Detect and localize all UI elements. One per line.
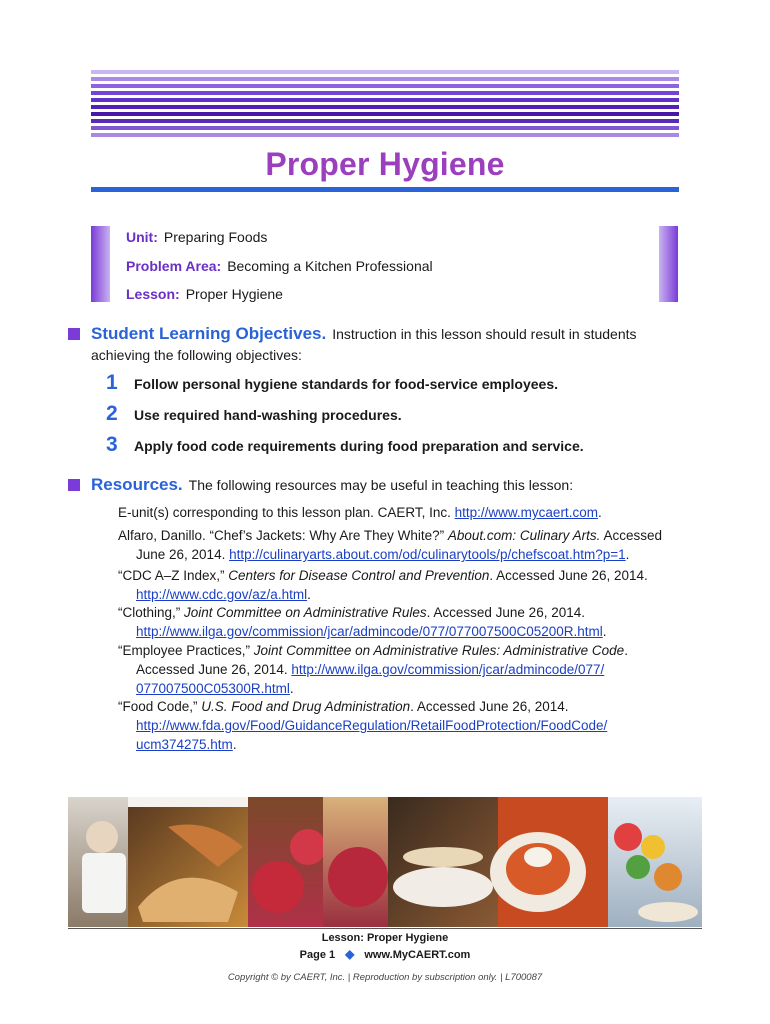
reference-link[interactable]: http://www.ilga.gov/commission/jcar/admincode/077/ 077007500C05300R.html <box>136 662 605 696</box>
reference-3 <box>118 566 676 604</box>
reference-end: . <box>625 547 630 562</box>
reference-link[interactable]: http://culinaryarts.about.com/od/culinarytools/p/chefscoat.htm?p=1 <box>229 547 626 562</box>
reference-accessed: . Accessed June 26, 2014. <box>410 699 569 714</box>
objectives-intro-line2: achieving the following objectives: <box>91 347 302 363</box>
resources-bullet <box>68 479 80 491</box>
footer-site[interactable]: www.MyCAERT.com <box>364 949 471 961</box>
reference-text: “CDC A–Z Index,” <box>118 568 229 583</box>
footer-rule <box>68 928 702 929</box>
reference-link[interactable]: http://www.fda.gov/Food/GuidanceRegulation/RetailFoodProtection/FoodCode/ ucm374275.htm <box>136 718 608 752</box>
food-photo-collage <box>68 797 702 927</box>
reference-link[interactable]: http://www.ilga.gov/commission/jcar/admincode/077/077007500C05200R.html <box>136 624 603 639</box>
reference-4 <box>118 603 676 641</box>
reference-end: . <box>597 505 602 520</box>
reference-link[interactable]: http://www.cdc.gov/az/a.html <box>136 587 308 602</box>
reference-text: “Food Code,” <box>118 699 202 714</box>
reference-source: About.com: Culinary Arts. <box>447 528 601 543</box>
info-bar-right <box>659 226 678 302</box>
reference-text: “Employee Practices,” <box>118 643 254 658</box>
resources-heading: Resources. <box>91 475 183 494</box>
reference-end: . <box>307 587 311 602</box>
reference-source: Joint Committee on Administrative Rules <box>184 605 427 620</box>
objective-number: 2 <box>106 402 118 425</box>
lesson-value: Proper Hygiene <box>185 286 283 302</box>
reference-text: E-unit(s) corresponding to this lesson plan. CAERT, Inc. <box>118 505 455 520</box>
title-rule <box>91 187 679 192</box>
reference-text: “Clothing,” <box>118 605 185 620</box>
unit-label: Unit: <box>126 229 158 245</box>
reference-end: . <box>289 681 294 696</box>
reference-6 <box>118 697 676 754</box>
reference-1 <box>118 503 676 522</box>
objective-text: Apply food code requirements during food preparation and service. <box>134 438 584 454</box>
objectives-heading: Student Learning Objectives. <box>91 324 327 343</box>
lesson-label: Lesson: <box>126 286 180 302</box>
problem-area-label: Problem Area: <box>126 258 222 274</box>
reference-accessed: Accessed June 26, 2014. <box>136 528 662 562</box>
lesson-line <box>126 286 283 302</box>
resources-intro-text: The following resources may be useful in teaching this lesson: <box>188 477 574 493</box>
reference-2 <box>118 526 676 564</box>
reference-accessed: . Accessed June 26, 2014. <box>489 568 648 583</box>
footer-lesson: Lesson: Proper Hygiene <box>321 932 449 944</box>
problem-area-line <box>126 258 433 274</box>
objectives-intro <box>91 324 691 344</box>
objective-number: 3 <box>106 433 118 456</box>
reference-accessed: . Accessed June 26, 2014. <box>426 605 585 620</box>
objective-text: Follow personal hygiene standards for food-service employees. <box>134 376 558 392</box>
reference-text: Alfaro, Danillo. “Chef’s Jackets: Why Are They White?” <box>118 528 448 543</box>
objective-3 <box>106 433 584 457</box>
reference-source: Centers for Disease Control and Prevention <box>228 568 490 583</box>
objectives-bullet <box>68 328 80 340</box>
reference-end: . <box>602 624 607 639</box>
footer-page-line <box>0 947 770 961</box>
reference-end: . <box>232 737 237 752</box>
objectives-intro-line1: Instruction in this lesson should result in students <box>332 326 637 342</box>
resources-intro <box>91 475 691 495</box>
footer-page-number: Page 1 <box>299 949 336 961</box>
unit-line <box>126 229 267 245</box>
reference-source: U.S. Food and Drug Administration <box>201 699 411 714</box>
reference-5 <box>118 641 676 698</box>
header-stripes <box>91 70 679 140</box>
diamond-icon: ◆ <box>345 947 355 961</box>
copyright-notice: Copyright © by CAERT, Inc. | Reproduction by subscription only. | L700087 <box>227 972 543 983</box>
unit-value: Preparing Foods <box>163 229 268 245</box>
objective-number: 1 <box>106 371 118 394</box>
reference-source: Joint Committee on Administrative Rules: Administrative Code <box>253 643 625 658</box>
page-title: Proper Hygiene <box>265 146 505 182</box>
objective-2 <box>106 402 402 426</box>
reference-link[interactable]: http://www.mycaert.com <box>454 505 598 520</box>
problem-area-value: Becoming a Kitchen Professional <box>227 258 433 274</box>
objective-1 <box>106 371 558 395</box>
objective-text: Use required hand-washing procedures. <box>134 407 402 423</box>
info-bar-left <box>91 226 110 302</box>
reference-accessed: . Accessed June 26, 2014. <box>136 643 628 677</box>
